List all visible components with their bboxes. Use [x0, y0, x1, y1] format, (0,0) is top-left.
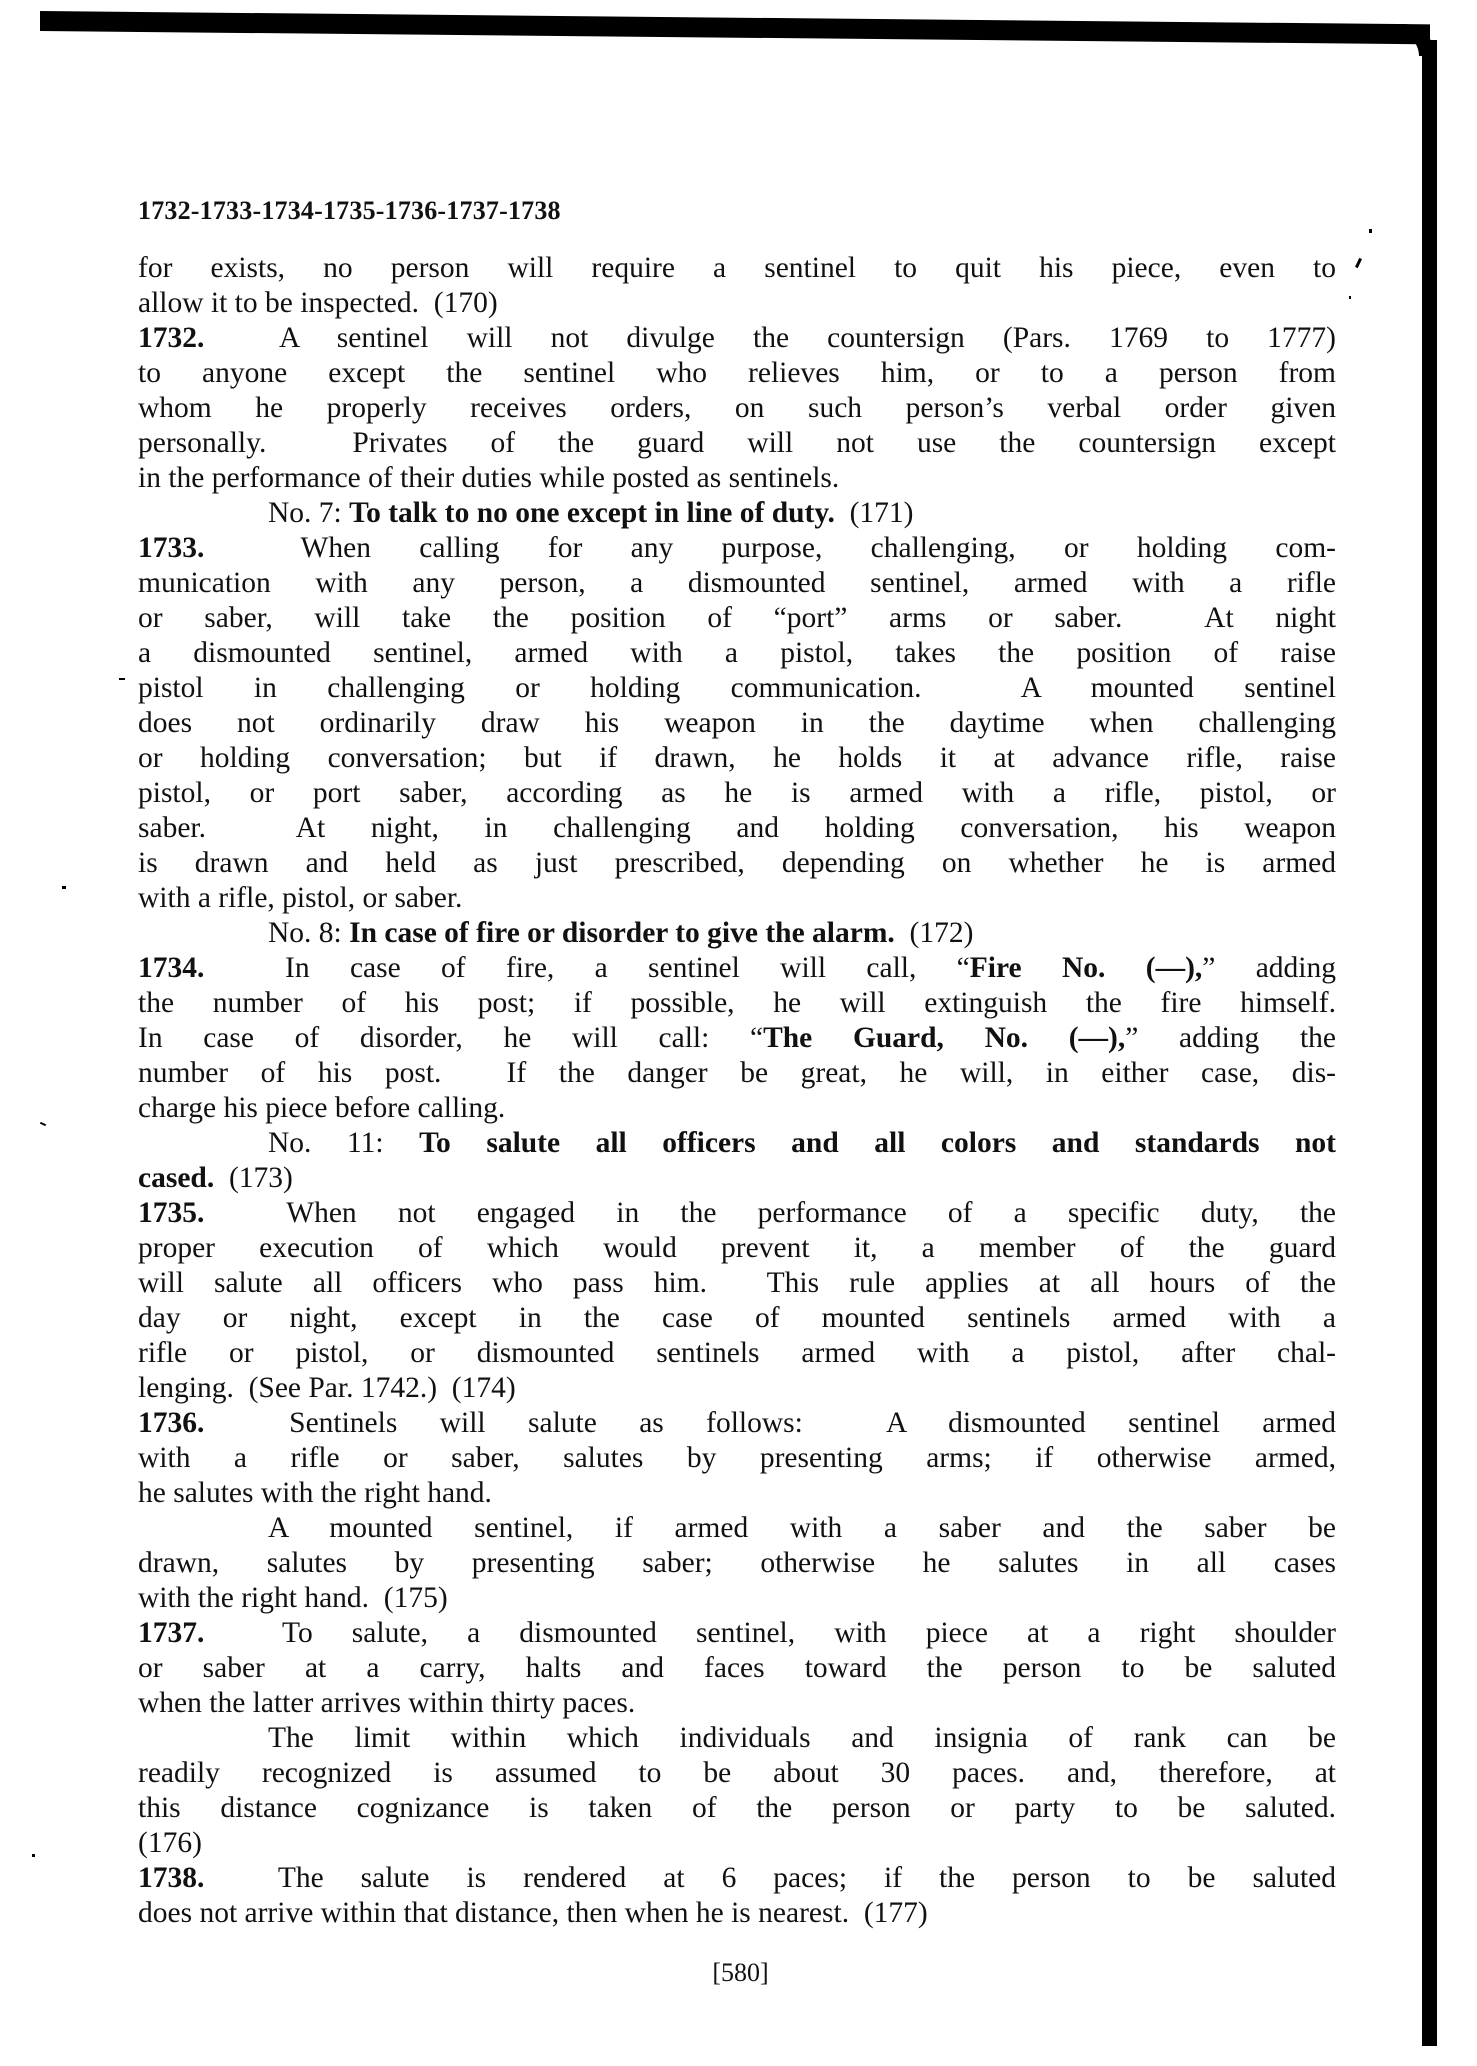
text-line	[138, 1756, 1336, 1791]
text-line	[138, 1651, 1336, 1686]
text-line	[138, 601, 1336, 636]
text-line	[138, 1336, 1336, 1371]
text-line	[138, 1161, 1336, 1196]
text-run: to anyone except the sentinel who relieves him, or to a person from	[138, 357, 1336, 389]
text-line	[138, 1371, 1336, 1406]
text-line	[138, 1021, 1336, 1056]
text-line	[138, 426, 1336, 461]
text-line	[138, 1266, 1336, 1301]
body-text	[138, 251, 1336, 1931]
scan-speck	[1355, 258, 1362, 268]
text-line	[138, 1511, 1336, 1546]
text-run: No. 11:	[268, 1127, 420, 1159]
text-line	[138, 321, 1336, 356]
text-run: personally. Privates of the guard will not use the countersign except	[138, 427, 1336, 459]
text-line	[138, 286, 1336, 321]
text-line	[138, 951, 1336, 986]
text-line	[138, 706, 1336, 741]
text-run: A sentinel will not divulge the countersign (Pars. 1769 to 1777)	[204, 322, 1336, 354]
text-run: day or night, except in the case of mounted sentinels armed with a	[138, 1302, 1336, 1334]
bold-text: cased.	[138, 1162, 215, 1194]
text-run: A mounted sentinel, if armed with a saber and the saber be	[268, 1512, 1336, 1544]
text-line	[138, 1721, 1336, 1756]
bold-text: 1734.	[138, 952, 205, 984]
text-line	[138, 1196, 1336, 1231]
bold-text: 1738.	[138, 1862, 205, 1894]
text-run: To salute, a dismounted sentinel, with piece at a right shoulder	[204, 1617, 1336, 1649]
text-run: (176)	[138, 1827, 202, 1859]
text-run: proper execution of which would prevent it, a member of the guard	[138, 1232, 1336, 1264]
text-line	[138, 1406, 1336, 1441]
text-run: whom he properly receives orders, on such person’s verbal order given	[138, 392, 1336, 424]
text-line	[138, 776, 1336, 811]
text-run: does not ordinarily draw his weapon in the daytime when challenging	[138, 707, 1336, 739]
text-run: The limit within which individuals and insignia of rank can be	[268, 1722, 1336, 1754]
scan-speck	[32, 1854, 35, 1857]
text-run: Sentinels will salute as follows: A dismounted sentinel armed	[204, 1407, 1336, 1439]
text-run: number of his post. If the danger be great, he will, in either case, dis-	[138, 1057, 1336, 1089]
text-line	[138, 1301, 1336, 1336]
text-run: this distance cognizance is taken of the person or party to be saluted.	[138, 1792, 1336, 1824]
text-line	[138, 1686, 1336, 1721]
page-number-text: [580]	[712, 1958, 769, 1987]
text-run: munication with any person, a dismounted sentinel, armed with a rifle	[138, 567, 1336, 599]
text-run: readily recognized is assumed to be about 30 paces. and, therefore, at	[138, 1757, 1336, 1789]
bold-text: 1732.	[138, 322, 205, 354]
text-run: (173)	[214, 1162, 293, 1194]
text-run: or saber, will take the position of “port” arms or saber. At night	[138, 602, 1336, 634]
text-run: allow it to be inspected. (170)	[138, 287, 498, 319]
text-run: When calling for any purpose, challenging, or holding com-	[204, 532, 1336, 564]
text-run: ” adding	[1202, 952, 1336, 984]
scan-speck	[62, 886, 66, 889]
scan-speck	[1349, 296, 1351, 299]
text-line	[138, 811, 1336, 846]
text-run: drawn, salutes by presenting saber; otherwise he salutes in all cases	[138, 1547, 1336, 1579]
text-line	[138, 1581, 1336, 1616]
text-line	[138, 1826, 1336, 1861]
text-line	[138, 846, 1336, 881]
text-line	[138, 1861, 1336, 1896]
text-line	[138, 1091, 1336, 1126]
text-run: or holding conversation; but if drawn, he holds it at advance rifle, raise	[138, 742, 1336, 774]
text-line	[138, 1616, 1336, 1651]
text-line	[138, 1056, 1336, 1091]
text-line	[138, 461, 1336, 496]
text-run: ” adding the	[1125, 1022, 1336, 1054]
text-run: when the latter arrives within thirty paces.	[138, 1687, 636, 1719]
text-run: rifle or pistol, or dismounted sentinels armed with a pistol, after chal-	[138, 1337, 1336, 1369]
running-head: 1732-1733-1734-1735-1736-1737-1738	[138, 196, 561, 225]
bold-text: In case of fire or disorder to give the alarm.	[349, 917, 895, 949]
document-page	[138, 196, 1336, 1931]
text-line	[138, 566, 1336, 601]
text-line	[138, 881, 1336, 916]
text-line	[138, 496, 1336, 531]
text-line	[138, 986, 1336, 1021]
text-run: (171)	[834, 497, 914, 529]
text-run: saber. At night, in challenging and holding conversation, his weapon	[138, 812, 1336, 844]
text-run: pistol in challenging or holding communication. A mounted sentinel	[138, 672, 1336, 704]
scan-speck	[1369, 229, 1372, 233]
text-line	[138, 671, 1336, 706]
text-run: (172)	[894, 917, 974, 949]
text-run: for exists, no person will require a sentinel to quit his piece, even to	[138, 252, 1336, 284]
text-line	[138, 916, 1336, 951]
text-line	[138, 391, 1336, 426]
text-run: is drawn and held as just prescribed, depending on whether he is armed	[138, 847, 1336, 879]
text-run: When not engaged in the performance of a specific duty, the	[204, 1197, 1336, 1229]
right-border-rule	[1422, 40, 1437, 2046]
text-line	[138, 531, 1336, 566]
bold-text: To talk to no one except in line of duty.	[349, 497, 835, 529]
bold-text: Fire No. (—),	[969, 952, 1203, 984]
top-border-rule	[40, 11, 1430, 44]
text-run: lenging. (See Par. 1742.) (174)	[138, 1372, 516, 1404]
text-run: will salute all officers who pass him. This rule applies at all hours of the	[138, 1267, 1336, 1299]
text-line	[138, 1231, 1336, 1266]
text-run: No. 8:	[268, 917, 350, 949]
text-run: charge his piece before calling.	[138, 1092, 506, 1124]
scan-speck	[40, 1122, 46, 1126]
bold-text: The Guard, No. (—),	[763, 1022, 1126, 1054]
bold-text: To salute all officers and all colors and standards not	[419, 1127, 1336, 1159]
text-line	[138, 251, 1336, 286]
text-line	[138, 1896, 1336, 1931]
bold-text: 1735.	[138, 1197, 205, 1229]
page-number	[0, 1958, 1477, 1988]
text-line	[138, 1476, 1336, 1511]
bold-text: 1733.	[138, 532, 205, 564]
text-run: with a rifle or saber, salutes by presenting arms; if otherwise armed,	[138, 1442, 1336, 1474]
text-run: a dismounted sentinel, armed with a pistol, takes the position of raise	[138, 637, 1336, 669]
text-line	[138, 1126, 1336, 1161]
text-line	[138, 741, 1336, 776]
text-line	[138, 1791, 1336, 1826]
scan-speck	[119, 678, 125, 680]
text-run: does not arrive within that distance, then when he is nearest. (177)	[138, 1897, 928, 1929]
text-run: or saber at a carry, halts and faces toward the person to be saluted	[138, 1652, 1336, 1684]
text-run: pistol, or port saber, according as he is armed with a rifle, pistol, or	[138, 777, 1336, 809]
text-run: he salutes with the right hand.	[138, 1477, 492, 1509]
text-line	[138, 1546, 1336, 1581]
bold-text: 1736.	[138, 1407, 205, 1439]
text-run: In case of disorder, he will call: “	[138, 1022, 764, 1054]
text-line	[138, 1441, 1336, 1476]
text-run: with the right hand. (175)	[138, 1582, 448, 1614]
text-run: No. 7:	[268, 497, 350, 529]
text-run: in the performance of their duties while posted as sentinels.	[138, 462, 840, 494]
text-line	[138, 636, 1336, 671]
text-line	[138, 356, 1336, 391]
text-run: with a rifle, pistol, or saber.	[138, 882, 463, 914]
bold-text: 1737.	[138, 1617, 205, 1649]
text-run: The salute is rendered at 6 paces; if the person to be saluted	[204, 1862, 1336, 1894]
text-run: the number of his post; if possible, he will extinguish the fire himself.	[138, 987, 1336, 1019]
text-run: In case of fire, a sentinel will call, “	[204, 952, 970, 984]
